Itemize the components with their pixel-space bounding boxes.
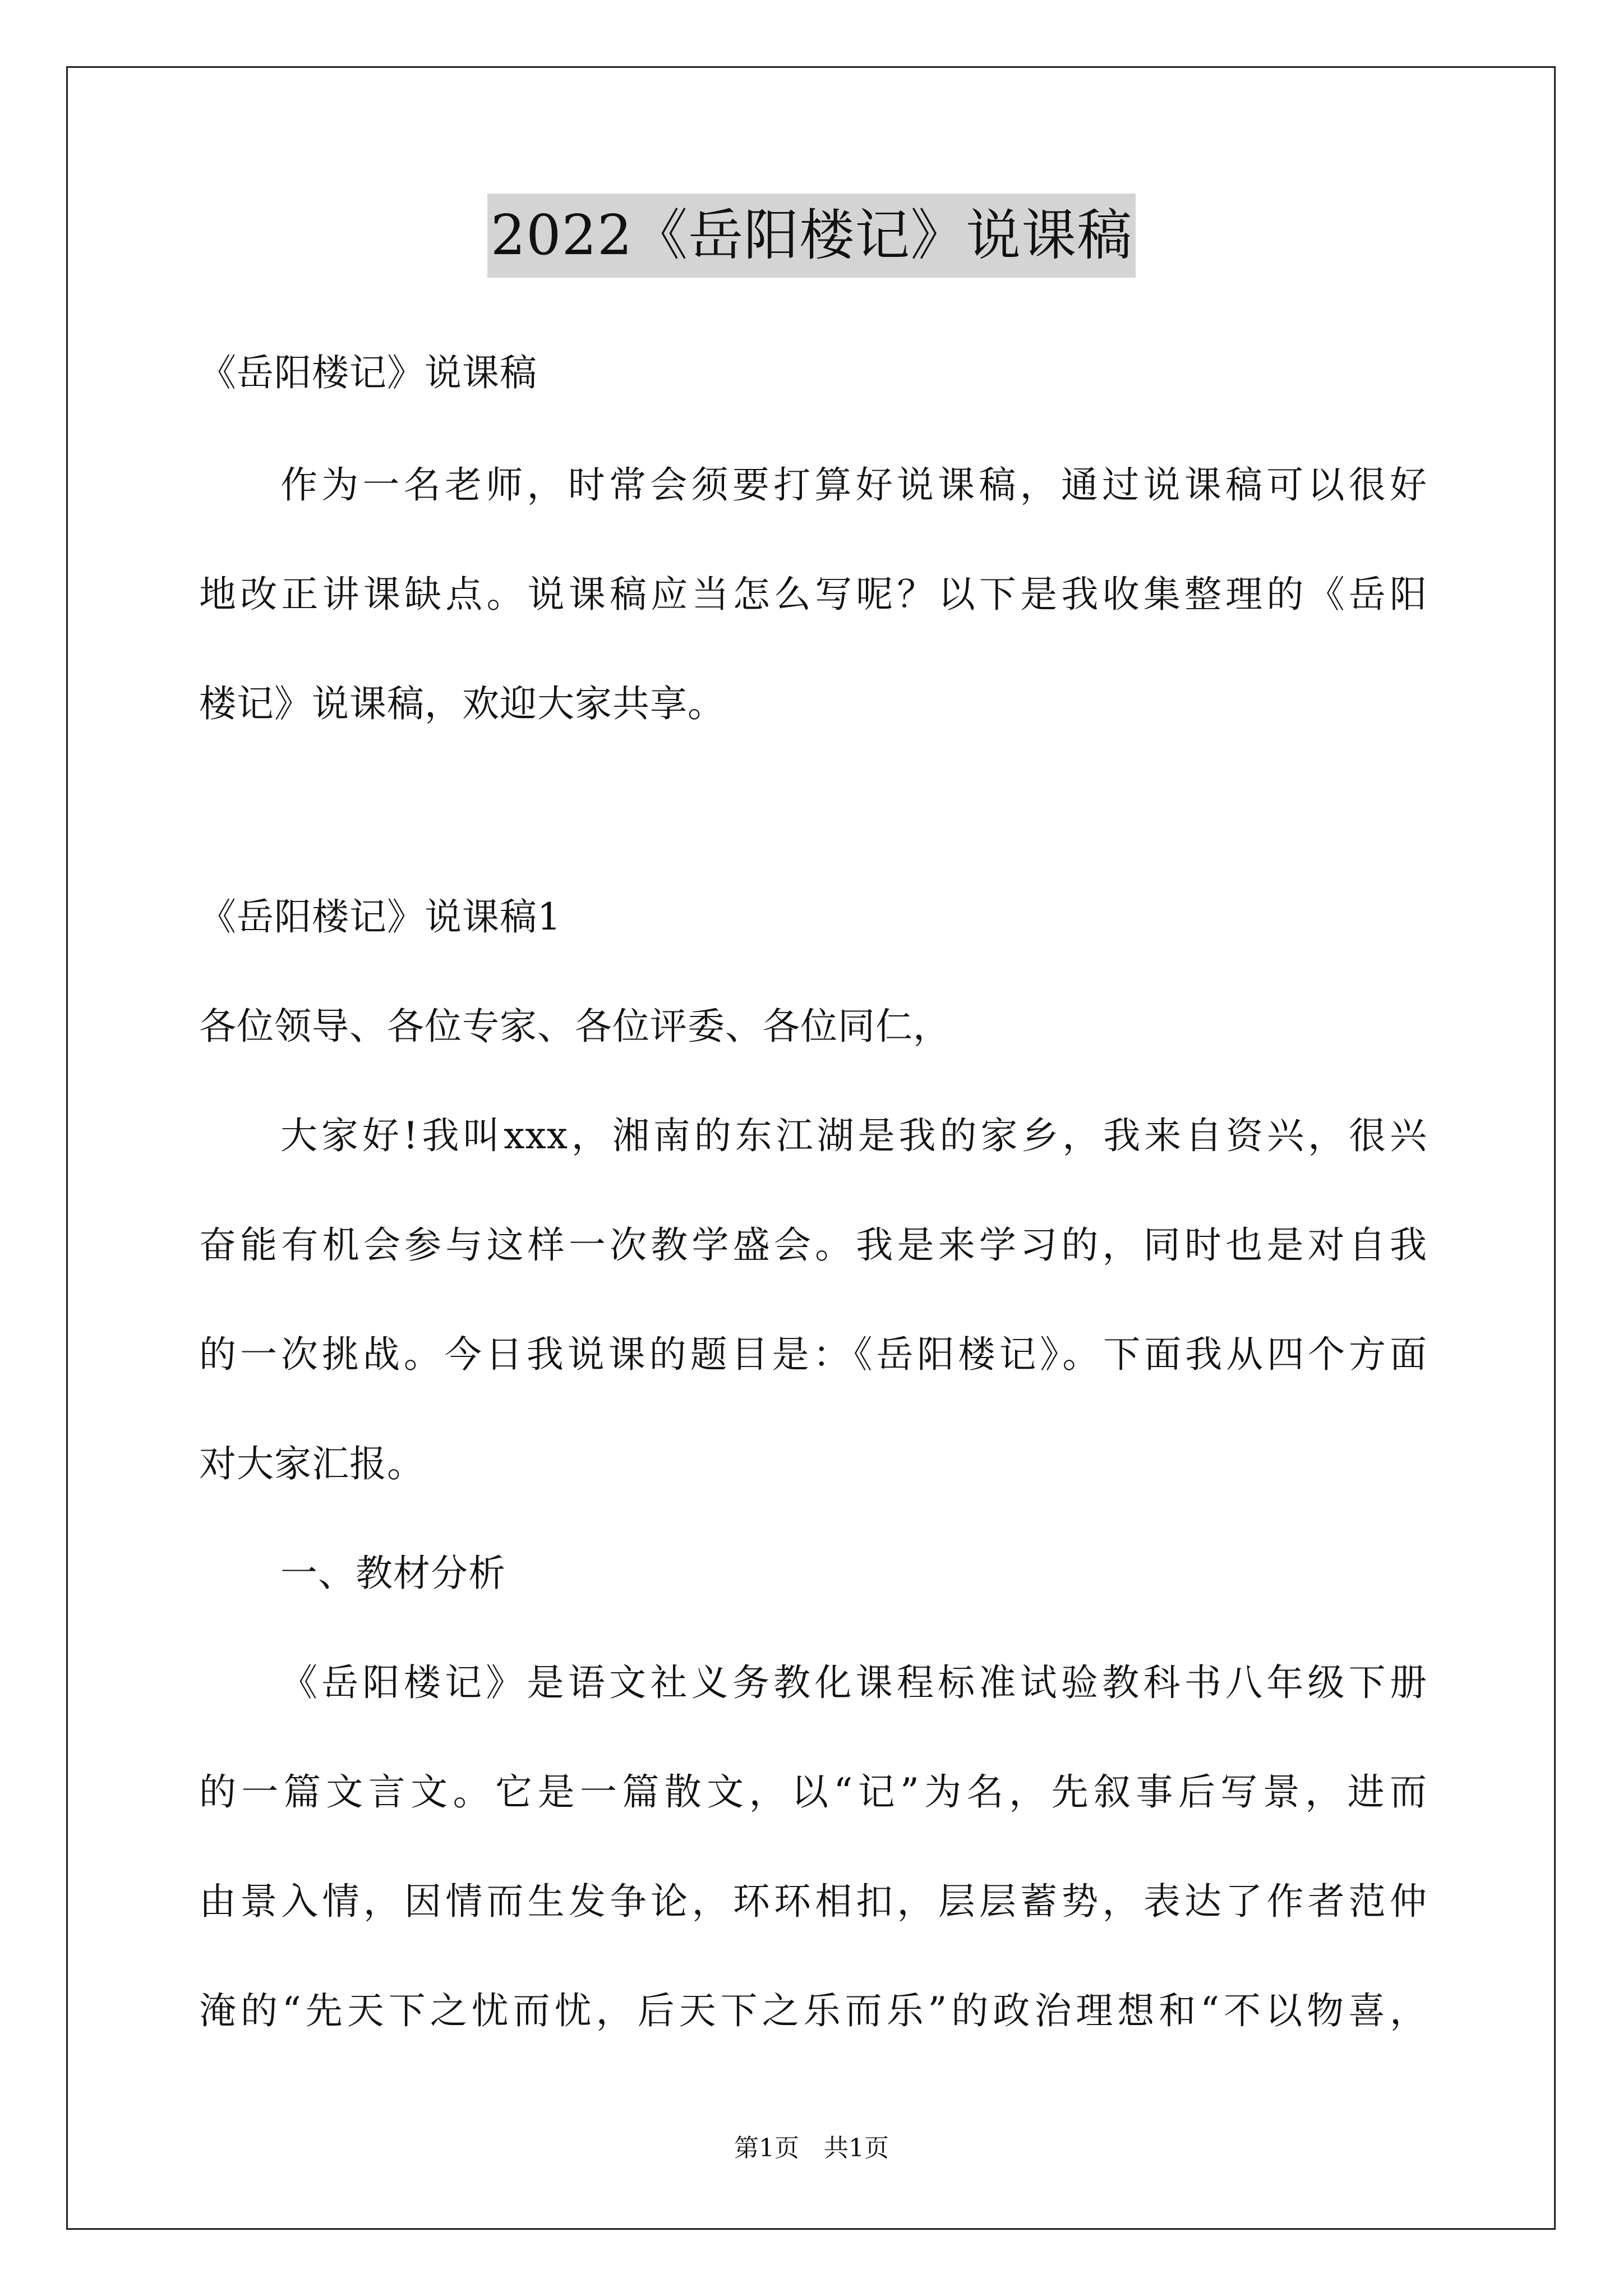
paragraph-line: 《岳阳楼记》是语文社义务教化课程标准试验教科书八年级下册 bbox=[280, 1661, 1427, 1704]
paragraph-line: 的一次挑战。今日我说课的题目是：《岳阳楼记》。下面我从四个方面 bbox=[199, 1333, 1427, 1376]
paragraph-line: 的一篇文言文。它是一篇散文，以“记”为名，先叙事后写景，进而 bbox=[199, 1770, 1427, 1814]
greeting-line: 各位领导、各位专家、各位评委、各位同仁， bbox=[199, 1005, 951, 1048]
paragraph-line: 奋能有机会参与这样一次教学盛会。我是来学习的，同时也是对自我 bbox=[199, 1223, 1427, 1267]
subsection-heading: 一、教材分析 bbox=[280, 1552, 506, 1595]
subtitle-line: 《岳阳楼记》说课稿 bbox=[199, 351, 537, 394]
title-wrap bbox=[0, 194, 1623, 278]
paragraph-line: 由景入情，因情而生发争论，环环相扣，层层蓄势，表达了作者范仲 bbox=[199, 1880, 1427, 1923]
paragraph-line: 对大家汇报。 bbox=[199, 1442, 425, 1485]
paragraph-line: 地改正讲课缺点。说课稿应当怎么写呢？以下是我收集整理的《岳阳 bbox=[199, 573, 1427, 616]
paragraph-line: 大家好!我叫xxx，湘南的东江湖是我的家乡，我来自资兴，很兴 bbox=[280, 1114, 1427, 1157]
paragraph-line: 淹的“先天下之忧而忧，后天下之乐而乐”的政治理想和“不以物喜， bbox=[199, 1989, 1427, 2032]
document-title: 2022《岳阳楼记》说课稿 bbox=[487, 194, 1136, 278]
paragraph-line: 作为一名老师，时常会须要打算好说课稿，通过说课稿可以很好 bbox=[280, 463, 1427, 507]
page-footer: 第1页 共1页 bbox=[734, 2134, 889, 2162]
paragraph-line: 楼记》说课稿，欢迎大家共享。 bbox=[199, 682, 725, 725]
section-heading: 《岳阳楼记》说课稿1 bbox=[199, 895, 561, 938]
